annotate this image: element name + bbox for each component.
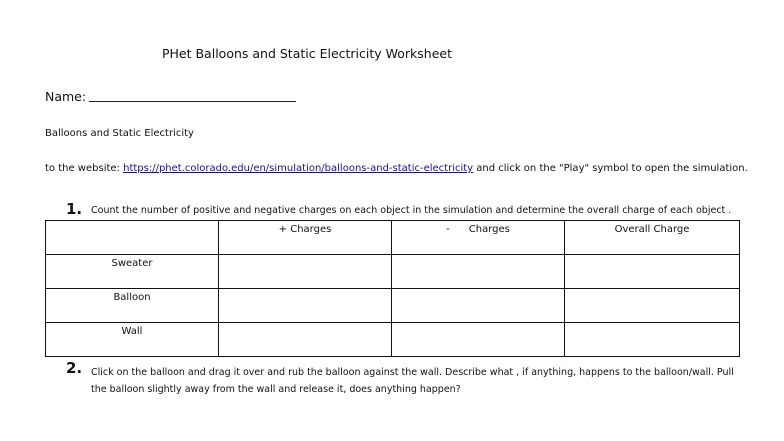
sweater-overall-cell[interactable] <box>565 255 740 289</box>
row-label-sweater: Sweater <box>46 255 219 289</box>
balloon-positive-cell[interactable] <box>219 289 392 323</box>
wall-positive-cell[interactable] <box>219 323 392 357</box>
row-label-balloon: Balloon <box>46 289 219 323</box>
table-row <box>46 289 740 323</box>
sweater-positive-cell[interactable] <box>219 255 392 289</box>
question-1-text: Count the number of positive and negative charges on each object in the simulation and determine the overall charge of each object . <box>91 205 732 216</box>
name-label: Name: <box>45 89 87 104</box>
table-header-positive-charges: + Charges <box>219 221 392 255</box>
table-header-overall-charge: Overall Charge <box>565 221 740 255</box>
section-subtitle: Balloons and Static Electricity <box>45 128 194 139</box>
question-2-number: 2. <box>66 359 83 377</box>
table-row <box>46 255 740 289</box>
balloon-overall-cell[interactable] <box>565 289 740 323</box>
table-header-object <box>46 221 219 255</box>
name-blank-line[interactable] <box>89 101 296 102</box>
website-prefix: to the website: <box>45 163 124 174</box>
question-1-number: 1. <box>66 200 83 218</box>
phet-simulation-link[interactable]: https://phet.colorado.edu/en/simulation/balloons-and-static-electricity <box>123 163 474 174</box>
website-suffix: and click on the "Play" symbol to open the simulation. <box>473 163 748 174</box>
sweater-negative-cell[interactable] <box>392 255 565 289</box>
charges-table <box>45 220 740 357</box>
table-header-negative-charges: - Charges <box>392 221 565 255</box>
wall-negative-cell[interactable] <box>392 323 565 357</box>
wall-overall-cell[interactable] <box>565 323 740 357</box>
table-row <box>46 323 740 357</box>
question-2-text: Click on the balloon and drag it over and rub the balloon against the wall. Describe what , if anything, happens to the balloon/wall. Pull the balloon slightly away from the wall and release it, does anything happen? <box>91 367 734 395</box>
row-label-wall: Wall <box>46 323 219 357</box>
worksheet-title: PHet Balloons and Static Electricity Worksheet <box>161 46 453 61</box>
website-instruction <box>45 163 748 174</box>
table-header-row <box>46 221 740 255</box>
balloon-negative-cell[interactable] <box>392 289 565 323</box>
